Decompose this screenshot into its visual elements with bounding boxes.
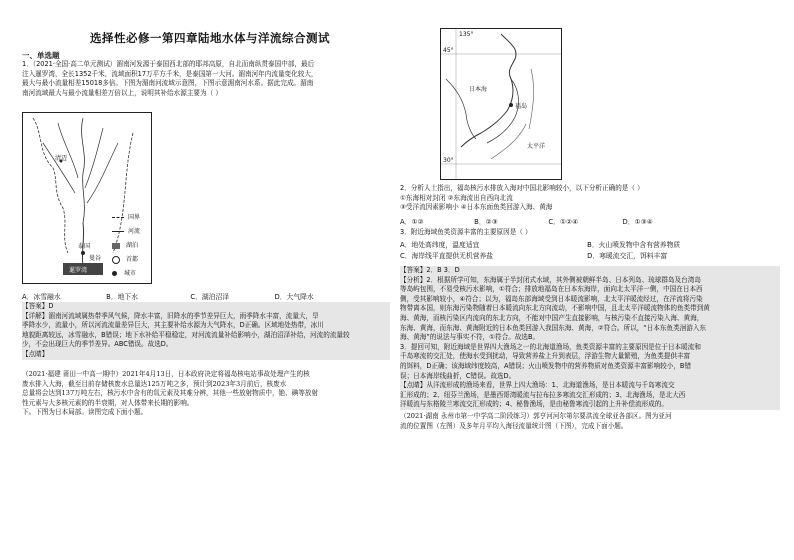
option-a: A．①② [400, 218, 424, 226]
lat-30-label: 30° [443, 157, 454, 164]
q1-line: 注入暹罗湾，全长1352千米，流域面积17万平方千米，是泰国第一大河。湄南河年内流量变化较大， [22, 69, 318, 78]
pacific-label: 太平洋 [527, 143, 546, 150]
legend-lake: 湖泊 [112, 240, 138, 249]
japan-map-drawing [441, 29, 561, 179]
option-c: C．①②④ [548, 218, 579, 226]
option-d: D．①③④ [622, 218, 653, 226]
japan-map [440, 28, 562, 180]
legend-river: 河流 [112, 226, 140, 235]
q1-analysis-line: 季降水少，流量小，所以河流流量差异巨大，其主要补给水源为大气降水，D正确。区域地处热带，冰川 [22, 321, 324, 330]
question-2-stem: 2．分析人士指出，福岛核污水排放入海对中国北影响较小，以下分析正确的是（ ） ①东海相对封闭 ②东海流出自西向北流 ③受洋流因素影响小 ④日本东面鱼类回游入海、黄海 [400, 184, 644, 212]
option-c: C．海岸线平直提供无机营养盐 [400, 252, 494, 260]
question-3-stem: 3．附近海域鱼类资源丰富的主要原因是（ ） [400, 228, 532, 236]
q1-line: 最大与最小流量相差15018多倍。下图为湄南河流域示意图，下图示意湄南河水系。据此完成。湄南 [22, 79, 314, 88]
q2-intro: （2021·福建 莆田一中高一期中）2021年4月13日，日本政府决定将福岛核电站事故处理产生的核 废水排入大海，截至目前存储核废水总量达125万吨之多，预计到2023年3月前后，核废水 总量将会达到137万吨左右，核污水中含有的氚元素及其难分辨，其他一些放射物质中，铯、碘等放射 性元素与大多核元素的的半衰期，对人体带来长期的影响。 下。下图为日本局部。读图完成下面小题。 [22, 370, 319, 417]
map-label-bangkok: 曼谷 [89, 255, 102, 262]
option-b: B．火山喷发物中含有营养物质 [587, 241, 681, 249]
q1-options [22, 291, 357, 301]
option-b: B．②③ [474, 218, 498, 226]
option-a: A．冰雪融水 [22, 293, 61, 301]
q1-line: 1．（2021·全国·高二单元测试）湄南河发源于泰国西北部的耶邦高原，自北而南纵贯泰国中部，最后 [22, 60, 315, 68]
option-b: B．地下水 [106, 293, 139, 301]
option-c: C．湖泊沼泽 [190, 293, 230, 301]
q1-analysis-line: 少，不会出现巨大的季节差异。ABC错误。故选D。 [22, 340, 173, 349]
option-a: A．地处高纬度，温度适宜 [400, 241, 480, 249]
map-label-thailand: 泰国 [78, 243, 91, 250]
page-title: 选择性必修一第四章陆地水体与洋流综合测试 [90, 31, 330, 45]
q23-analysis-box: 【答案】2．B 3．D 【分析】2．根据所学可知，东海属于半封闭式水域，其外侧被朝鲜半岛、日本列岛、琉球群岛及台湾岛 等岛屿包围，不易受核污水影响，①符合；排放地福岛在日本东海岸，面向北太平洋一侧，中国在日本西 侧，受其影响较小，④符合；以为，福岛东部海域受到日本暖流影响，北太平洋暖流经过，在洋流将污染 物带离本国，则东海污染物随着日本暖流向东北方向流动，不影响中国，且北太平洋暖流物体的鱼类带到黄 海、黄海，而核污染区内流向的东北方向，不能对中国产生直接影响，与核污染不直接污染入海、黄海， 东海、黄海，而东海、黄海附近的日本鱼类回游入我国东海、黄海，②符合。所以，“日本东鱼类洄游入东 海、黄海”的说法与事实不符，①符合。故选B。 3．提回可知，附近海域是世界四大渔场之一的北海道渔场，鱼类资源丰富的主要原因是位于日本暖流和 千岛寒流的交汇处，使海水受到扰动，导致营养盐上升到表层，浮游生物大量繁殖，为鱼类提供丰富 的饵料，D正确；该海域纬度较高，A错误；火山喷发物中的营养物质对鱼类资源丰富影响较小，B错 误；日本海岸线曲折，C错误。故选D。 【点睛】从洋流形成的渔场来看，世界上四大渔场：1、北海道渔场，是日本暖流与千岛寒流交 汇形成的；2、纽芬兰渔场，是墨西哥湾暖流与拉布拉多寒流交汇形成的；3、北海渔场，是北大西 洋暖流与东格陵兰寒流交汇形成的；4、秘鲁渔场，是由秘鲁寒流引起的上升补偿流形成的。 [400, 266, 780, 410]
question-1-stem [22, 60, 390, 98]
q1-line: 南河流域最大与最小流量相差万倍以上，说明其补给水源主要为（ ） [22, 88, 222, 97]
q1-dianjing: 【点睛】 [22, 349, 49, 358]
q1-analysis-line: 【详解】湄南河流域属热带季风气候，降水丰富，旧降水的季节差异巨大，雨季降水丰富，流量大，旱 [22, 311, 319, 320]
option-d: D．大气降水 [274, 293, 314, 301]
map-label-chiangmai: 清迈 [55, 155, 68, 162]
lat-45-label: 45° [443, 47, 454, 54]
option-d: D．寒暖流交汇，饵料丰富 [587, 252, 668, 260]
map-label-gulf: 暹罗湾 [69, 267, 88, 274]
q1-answer: 【答案】D [22, 302, 54, 310]
section-heading: 一、单选题 [22, 51, 60, 60]
q2-options [400, 216, 695, 226]
fukushima-label: 福岛 [515, 103, 528, 110]
q1-analysis-line: 地貌距离较远，冰雪融水，B错误；地下水补给平稳稳定，对河流流量补给影响小，湖泊沼泽补给，河流的流量较 [22, 330, 350, 339]
sea-of-japan-label: 日本海 [469, 86, 488, 93]
legend-border: 国界 [112, 212, 140, 221]
q3-options [400, 240, 772, 262]
lon-135-label: 135° [459, 31, 474, 38]
legend-capital: 首都 [112, 254, 138, 264]
legend-city: 城市 [112, 268, 136, 277]
q4-intro: （2021·湖南 永州市第一中学高二阶段练习）郭亨河河尔第尔要洪流全球亚各部区。图为亚河 流的位置图（左图）及多年月平均入海径流量统计图（下图），完成下面小题。 [400, 412, 672, 430]
q1-analysis-box [22, 302, 390, 360]
q23-answer: 【答案】2．B 3．D [400, 266, 460, 274]
